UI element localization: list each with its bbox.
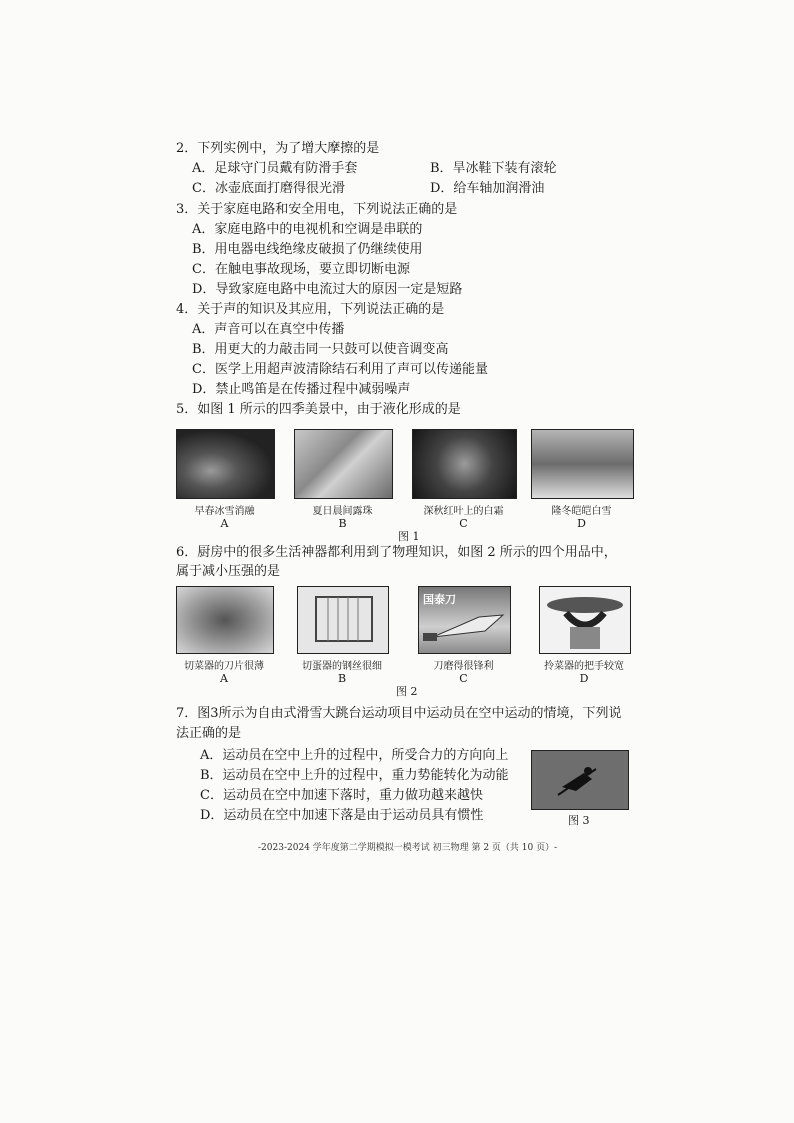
q4-stem: 4．关于声的知识及其应用，下列说法正确的是 xyxy=(176,302,445,317)
q7-option-d: D．运动员在空中加速下落是由于运动员具有惯性 xyxy=(200,808,484,823)
figure3-label: 图 3 xyxy=(568,814,590,827)
q5-stem: 5．如图 1 所示的四季美景中，由于液化形成的是 xyxy=(176,402,461,417)
q2-option-a: A．足球守门员戴有防滑手套 xyxy=(192,161,358,176)
figure2-letter-c: C xyxy=(459,672,468,685)
figure2-caption-d: 拎菜器的把手较宽 xyxy=(544,661,624,672)
figure2-photo-b xyxy=(297,586,389,654)
figure1-letter-a: A xyxy=(220,517,229,530)
q4-option-b: B．用更大的力敲击同一只鼓可以使音调变高 xyxy=(192,342,449,357)
figure1-photo-d xyxy=(531,429,634,499)
q2-stem: 2．下列实例中，为了增大摩擦的是 xyxy=(176,141,380,156)
figure2-letter-b: B xyxy=(337,672,347,685)
figure2-letter-d: D xyxy=(579,672,589,685)
figure1-photo-b xyxy=(294,429,393,499)
q7-stem-line2: 法正确的是 xyxy=(176,726,242,741)
q3-option-b: B．用电器电线绝缘皮破损了仍继续使用 xyxy=(192,242,423,257)
q2-option-b: B．旱冰鞋下装有滚轮 xyxy=(430,161,557,176)
bag-handle-icon xyxy=(540,587,630,653)
figure1-letter-c: C xyxy=(459,517,468,530)
egg-slicer-wires xyxy=(298,587,388,653)
figure1-caption-b: 夏日晨间露珠 xyxy=(312,506,373,517)
figure1-photo-c xyxy=(412,429,517,499)
page-footer: -2023-2024 学年度第二学期模拟一模考试 初三物理 第 2 页（共 10 页）- xyxy=(258,843,558,853)
figure1-caption-d: 隆冬皑皑白雪 xyxy=(551,506,612,517)
figure2-caption-a: 切菜器的刀片很薄 xyxy=(184,661,264,672)
q6-stem-line2: 属于减小压强的是 xyxy=(176,564,281,579)
knife-icon xyxy=(419,587,510,653)
q6-stem-line1: 6．厨房中的很多生活神器都利用到了物理知识，如图 2 所示的四个用品中， xyxy=(176,545,617,560)
figure2-letter-a: A xyxy=(220,672,228,685)
q7-stem-line1: 7．图3所示为自由式滑雪大跳台运动项目中运动员在空中运动的情境，下列说 xyxy=(176,706,622,721)
figure2-photo-c xyxy=(418,586,511,654)
figure1-letter-d: D xyxy=(577,517,586,530)
q3-stem: 3．关于家庭电路和安全用电，下列说法正确的是 xyxy=(176,202,458,217)
q4-option-a: A．声音可以在真空中传播 xyxy=(192,322,345,337)
figure2-caption-c: 刀磨得很锋利 xyxy=(433,661,494,672)
q3-option-a: A．家庭电路中的电视机和空调是串联的 xyxy=(192,222,423,237)
q3-option-c: C．在触电事故现场，要立即切断电源 xyxy=(192,262,410,277)
figure2-photo-d xyxy=(539,586,631,654)
q2-option-c: C．冰壶底面打磨得很光滑 xyxy=(192,181,345,196)
q7-option-a: A．运动员在空中上升的过程中，所受合力的方向向上 xyxy=(200,748,509,763)
figure2-photo-a xyxy=(176,586,274,654)
figure1-photo-a xyxy=(176,429,275,499)
knife-brand-overlay: 国泰刀 xyxy=(423,593,456,606)
q4-option-c: C．医学上用超声波清除结石利用了声可以传递能量 xyxy=(192,362,488,377)
q7-option-c: C．运动员在空中加速下落时，重力做功越来越快 xyxy=(200,788,483,803)
q4-option-d: D．禁止鸣笛是在传播过程中减弱噪声 xyxy=(192,382,411,397)
q2-option-d: D．给车轴加润滑油 xyxy=(430,181,545,196)
figure2-caption-b: 切蛋器的钢丝很细 xyxy=(302,661,382,672)
skier-icon xyxy=(532,751,628,809)
figure1-label: 图 1 xyxy=(398,530,420,543)
figure1-letter-b: B xyxy=(338,517,347,530)
figure2-label: 图 2 xyxy=(396,685,418,698)
figure1-caption-c: 深秋红叶上的白霜 xyxy=(423,506,504,517)
q7-option-b: B．运动员在空中上升的过程中，重力势能转化为动能 xyxy=(200,768,509,783)
figure1-caption-a: 早春冰雪消融 xyxy=(194,506,255,517)
q3-option-d: D．导致家庭电路中电流过大的原因一定是短路 xyxy=(192,282,463,297)
figure3-photo xyxy=(531,750,629,810)
